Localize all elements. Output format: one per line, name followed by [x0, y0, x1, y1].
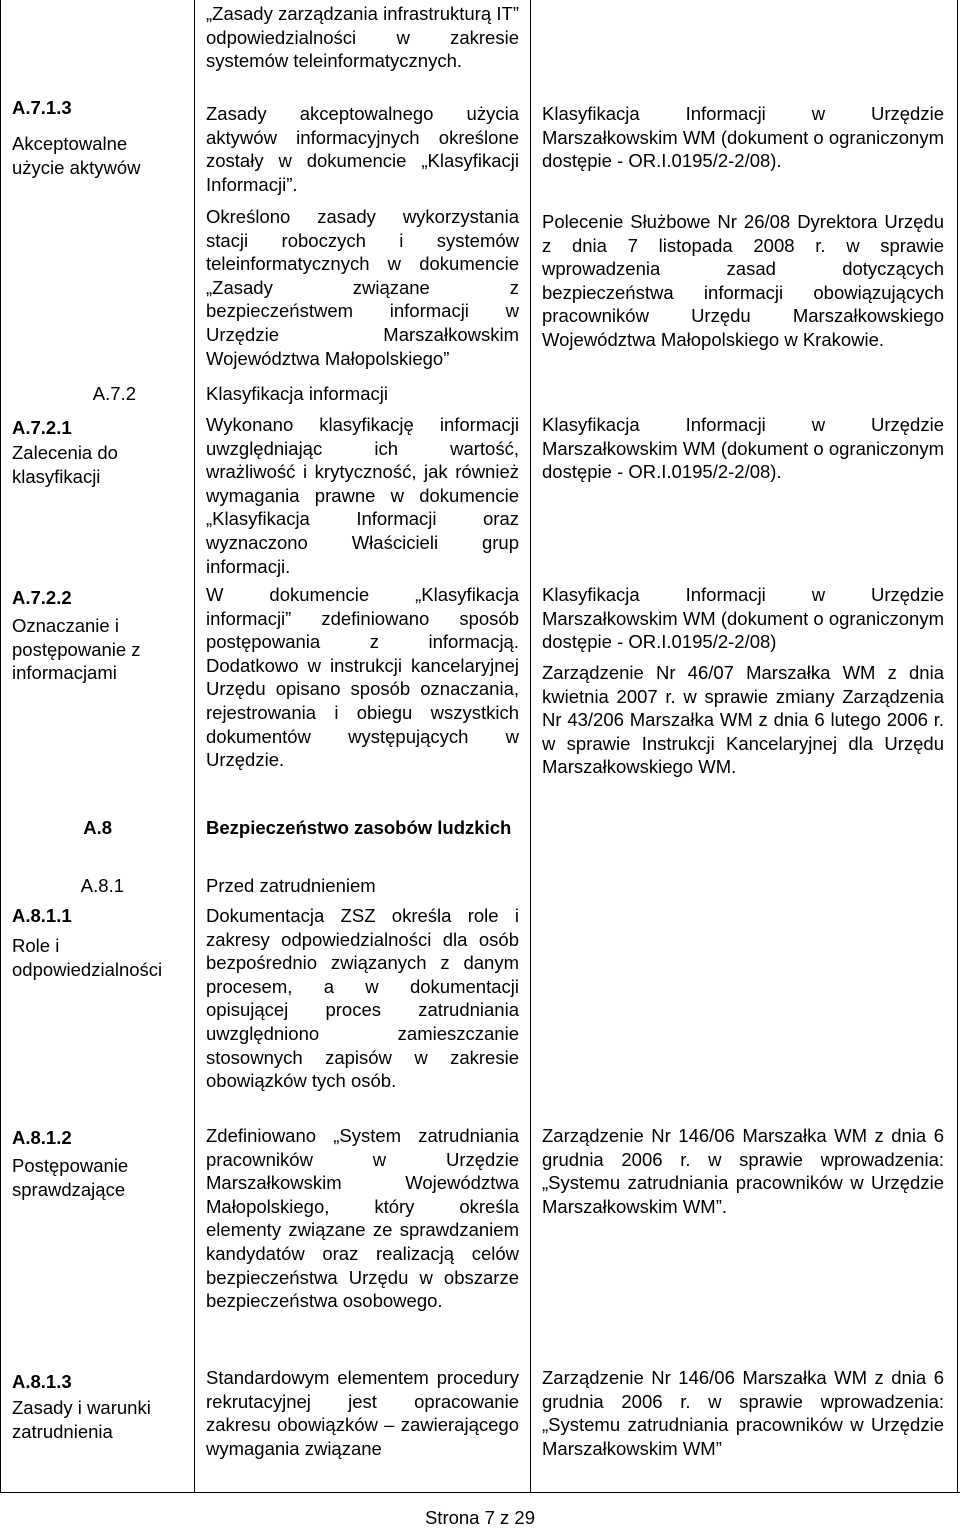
- table-border-col1: [194, 0, 195, 1493]
- row-a722-number: A.7.2.2: [12, 587, 72, 608]
- row-a713-reference: Klasyfikacja Informacji w Urzędzie Marszałkowskim WM (dokument o ograniczonym dostępie - OR.I.0195/2-2/08).: [542, 103, 944, 172]
- row-a81-number: A.8.1: [80, 875, 124, 896]
- row-a722-reference-2: Zarządzenie Nr 46/07 Marszałka WM z dnia kwietnia 2007 r. w sprawie zmiany Zarządzenia Nr 43/206 Marszałka WM z dnia 6 lutego 2006 r. w sprawie Instrukcji Kancelaryjnej dla Urzędu Marszałkowskiego WM.: [542, 662, 944, 778]
- row-a713-description-2: Określono zasady wykorzystania stacji roboczych i systemów teleinformatycznych w dokumencie „Zasady związane z bezpieczeństwem informacji w Urzędzie Marszałkowskim Województwa Małopolskiego”: [206, 206, 519, 369]
- row-a813-number: A.8.1.3: [12, 1371, 72, 1392]
- row-a812-number: A.8.1.2: [12, 1127, 72, 1148]
- row-a812-reference: Zarządzenie Nr 146/06 Marszałka WM z dnia 6 grudnia 2006 r. w sprawie wprowadzenia: „Systemu zatrudniania pracowników w Urzędzie Marszałkowskim WM”.: [542, 1125, 944, 1217]
- row-a722-title: Oznaczanie i postępowanie z informacjami: [12, 615, 141, 684]
- row-a811-title: Role i odpowiedzialności: [12, 935, 163, 980]
- row-a813-title: Zasady i warunki zatrudnienia: [12, 1397, 151, 1442]
- row-a813-reference: Zarządzenie Nr 146/06 Marszałka WM z dnia 6 grudnia 2006 r. w sprawie wprowadzenia: „Systemu zatrudniania pracowników w Urzędzie Marszałkowskim WM”: [542, 1367, 944, 1459]
- table-border-left: [0, 0, 1, 1493]
- row-a813-description: Standardowym elementem procedury rekrutacyjnej jest opracowanie zakresu obowiązków – zawierającego wymagania związane: [206, 1367, 519, 1459]
- page-number: Strona 7 z 29: [424, 1507, 536, 1528]
- row-a721-title: Zalecenia do klasyfikacji: [12, 442, 118, 487]
- row-a812-title: Postępowanie sprawdzające: [12, 1155, 129, 1200]
- row-a721-number: A.7.2.1: [12, 417, 72, 438]
- row-a81-title: Przed zatrudnieniem: [206, 875, 376, 896]
- row-a713-title: Akceptowalne użycie aktywów: [12, 133, 141, 178]
- row-a811-description: Dokumentacja ZSZ określa role i zakresy odpowiedzialności dla osób bezpośrednio związanych z danym procesem, a w dokumentacji opisującej proces zatrudniania uwzględniono zamieszczanie stosownych zapisów w zakresie obowiązków tych osób.: [206, 905, 519, 1092]
- row-a722-description: W dokumencie „Klasyfikacja informacji” zdefiniowano sposób postępowania z informacją. Dodatkowo w instrukcji kancelaryjnej Urzędu opisano sposób oznaczania, rejestrowania i obiegu wszystkich dokumentów występujących w Urzędzie.: [206, 584, 519, 771]
- row-a8-title: Bezpieczeństwo zasobów ludzkich: [206, 817, 512, 838]
- row-a713-description: Zasady akceptowalnego użycia aktywów informacyjnych określone zostały w dokumencie „Klasyfikacji Informacji”.: [206, 103, 519, 195]
- row-a712-description-continued: „Zasady zarządzania infrastrukturą IT” odpowiedzialności w zakresie systemów teleinformatycznych.: [206, 3, 519, 72]
- row-a812-description: Zdefiniowano „System zatrudniania pracowników w Urzędzie Marszałkowskim Województwa Małopolskiego, który określa elementy związane ze sprawdzaniem kandydatów oraz realizacją celów bezpieczeństwa Urzędu w obszarze bezpieczeństwa osobowego.: [206, 1125, 519, 1312]
- table-border-col2: [530, 0, 531, 1493]
- row-a721-reference: Klasyfikacja Informacji w Urzędzie Marszałkowskim WM (dokument o ograniczonym dostępie - OR.I.0195/2-2/08).: [542, 414, 944, 483]
- row-a72-number: A.7.2: [92, 383, 136, 404]
- row-a8-number: A.8: [83, 817, 112, 838]
- row-a811-number: A.8.1.1: [12, 905, 72, 926]
- table-border-bottom: [0, 1492, 960, 1493]
- table-border-right: [957, 0, 958, 1493]
- row-a721-description: Wykonano klasyfikację informacji uwzględniając ich wartość, wrażliwość i krytyczność, jak również wymagania prawne w dokumencie „Klasyfikacja Informacji oraz wyznaczono Właścicieli grup informacji.: [206, 414, 519, 577]
- row-a72-title: Klasyfikacja informacji: [206, 383, 388, 404]
- row-a722-reference: Klasyfikacja Informacji w Urzędzie Marszałkowskim WM (dokument o ograniczonym dostępie - OR.I.0195/2-2/08): [542, 584, 944, 653]
- row-a713-number: A.7.1.3: [12, 97, 72, 118]
- row-a713-reference-2: Polecenie Służbowe Nr 26/08 Dyrektora Urzędu z dnia 7 listopada 2008 r. w sprawie wprowadzenia zasad dotyczących bezpieczeństwa informacji obowiązujących pracowników Urzędu Marszałkowskiego Województwa Małopolskiego w Krakowie.: [542, 211, 944, 350]
